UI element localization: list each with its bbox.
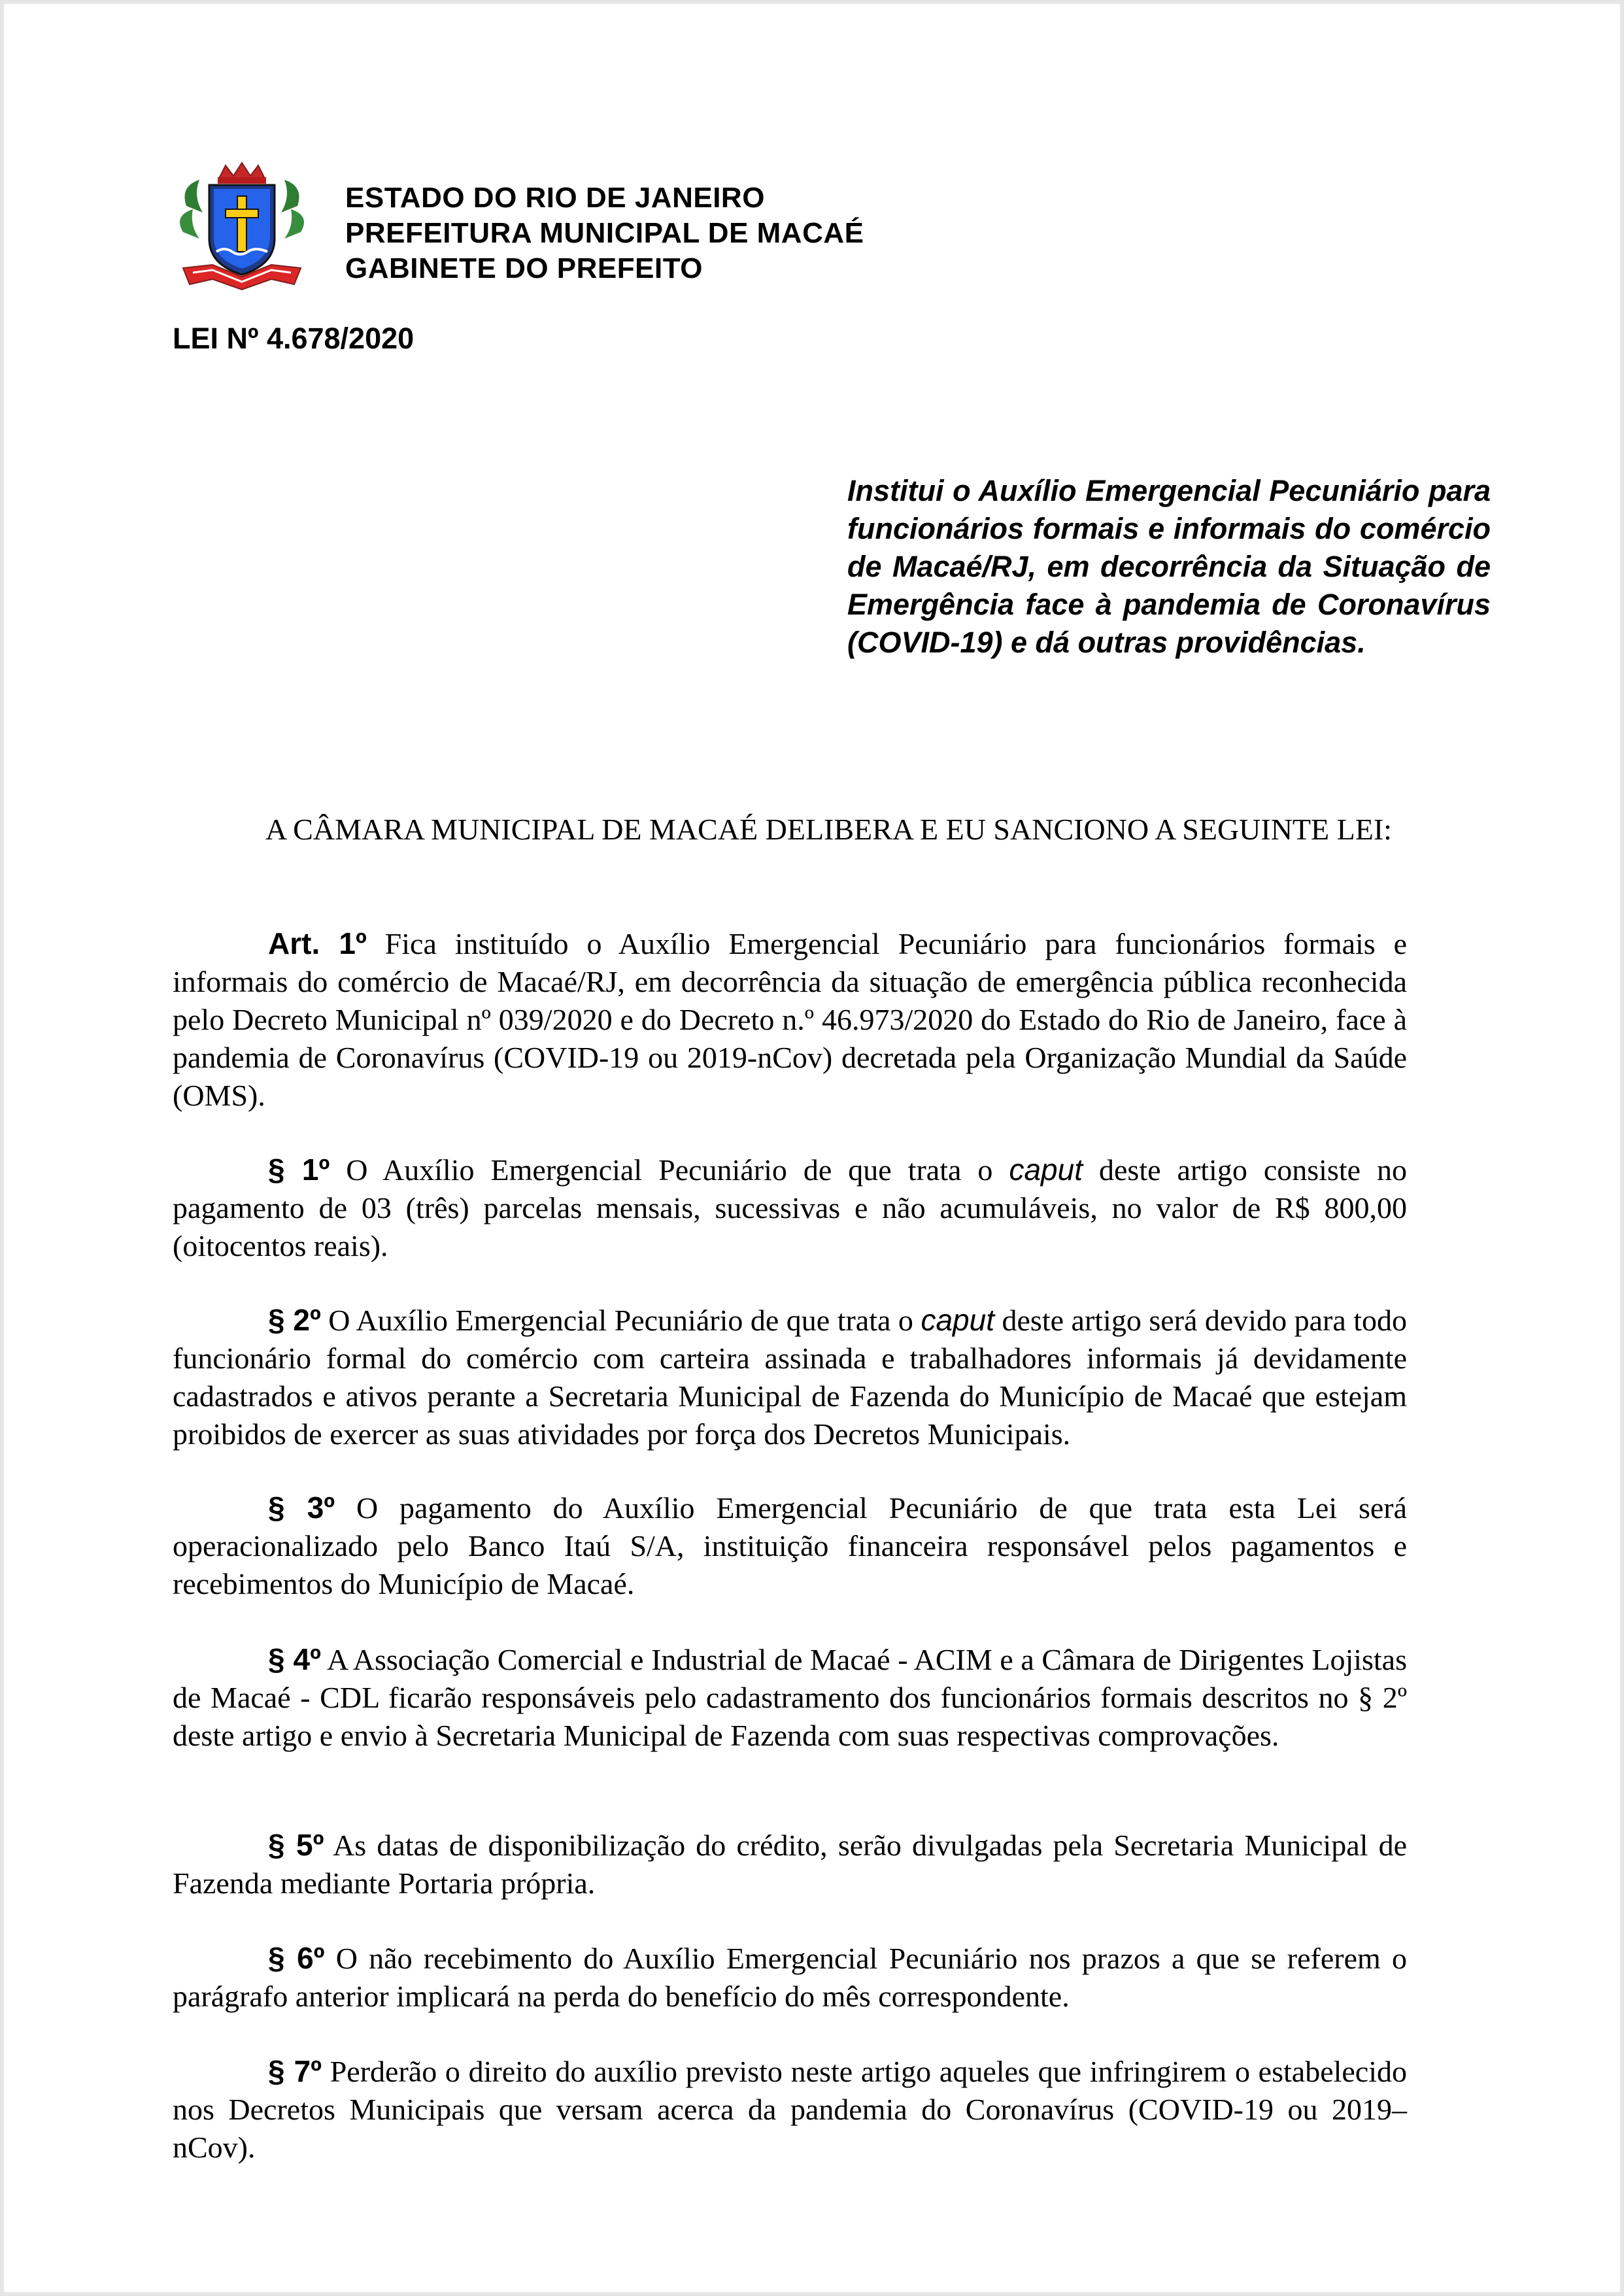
paragraph-7-label: § 7º bbox=[268, 2054, 322, 2088]
paragraph-4 bbox=[173, 1640, 1407, 1755]
paragraph-4-text: A Associação Comercial e Industrial de Macaé - ACIM e a Câmara de Dirigentes Lojistas de Macaé - CDL ficarão responsáveis pelo cadastramento dos funcionários formais descritos no § 2º deste artigo e envio à Secretaria Municipal de Fazenda com suas respectivas comprovações. bbox=[173, 1643, 1407, 1752]
paragraph-4-label: § 4º bbox=[268, 1642, 321, 1676]
paragraph-3-label: § 3º bbox=[268, 1491, 335, 1525]
paragraph-1-text-after: deste artigo consiste no pagamento de 03 (três) parcelas mensais, sucessivas e não acumuláveis, no valor de R$ 800,00 (oitocentos reais). bbox=[173, 1153, 1408, 1262]
paragraph-3-text: O pagamento do Auxílio Emergencial Pecuniário de que trata esta Lei será operacionalizado pelo Banco Itaú S/A, instituição financeira responsável pelos pagamentos e recebimentos do Município de Macaé. bbox=[173, 1491, 1407, 1600]
article-1-text: Fica instituído o Auxílio Emergencial Pecuniário para funcionários formais e informais do comércio de Macaé/RJ, em decorrência da situação de emergência pública reconhecida pelo Decreto Municipal nº 039/2020 e do Decreto n.º 46.973/2020 do Estado do Rio de Janeiro, face à pandemia de Coronavírus (COVID-19 ou 2019-nCov) decretada pela Organização Mundial da Saúde (OMS). bbox=[173, 927, 1407, 1112]
article-1 bbox=[173, 924, 1407, 1115]
paragraph-6-text: O não recebimento do Auxílio Emergencial Pecuniário nos prazos a que se referem o parágrafo anterior implicará na perda do benefício do mês correspondente. bbox=[173, 1942, 1408, 2013]
enacting-clause: A CÂMARA MUNICIPAL DE MACAÉ DELIBERA E EU SANCIONO A SEGUINTE LEI: bbox=[265, 813, 1392, 846]
paragraph-2-label: § 2º bbox=[268, 1303, 321, 1337]
coat-of-arms-icon bbox=[173, 160, 311, 291]
article-1-label: Art. 1º bbox=[268, 926, 367, 960]
header-block bbox=[345, 180, 864, 286]
paragraph-3 bbox=[173, 1489, 1407, 1603]
law-summary: Institui o Auxílio Emergencial Pecuniário para funcionários formais e informais do comércio de Macaé/RJ, em decorrência da Situação de Emergência face à pandemia de Coronavírus (COVID-19) e dá outras providências. bbox=[847, 474, 1491, 659]
paragraph-2-text-before: O Auxílio Emergencial Pecuniário de que trata o bbox=[328, 1304, 913, 1337]
paragraph-5-text: As datas de disponibilização do crédito, serão divulgadas pela Secretaria Municipal de Fazenda mediante Portaria própria. bbox=[173, 1829, 1407, 1900]
paragraph-6-label: § 6º bbox=[268, 1941, 325, 1975]
paragraph-2-text-after: deste artigo será devido para todo funcionário formal do comércio com carteira assinada e trabalhadores informais já devidamente cadastrados e ativos perante a Secretaria Municipal de Fazenda do Município de Macaé que estejam proibidos de exercer as suas atividades por força dos Decretos Municipais. bbox=[173, 1304, 1408, 1451]
paragraph-2 bbox=[173, 1301, 1407, 1453]
paragraph-6 bbox=[173, 1939, 1407, 2016]
paragraph-1-text-before: O Auxílio Emergencial Pecuniário de que trata o bbox=[346, 1153, 993, 1187]
paragraph-7-text: Perderão o direito do auxílio previsto neste artigo aqueles que infringirem o estabelecido nos Decretos Municipais que versam acerca da pandemia do Coronavírus (COVID-19 ou 2019–nCov). bbox=[173, 2055, 1408, 2164]
paragraph-5-label: § 5º bbox=[268, 1828, 324, 1862]
header-state: ESTADO DO RIO DE JANEIRO bbox=[345, 182, 765, 214]
header-office: GABINETE DO PREFEITO bbox=[345, 252, 703, 284]
paragraph-5 bbox=[173, 1826, 1407, 1902]
paragraph-1-label: § 1º bbox=[268, 1153, 330, 1187]
paragraph-2-caput: caput bbox=[921, 1303, 994, 1337]
paragraph-7 bbox=[173, 2052, 1407, 2167]
header-prefecture: PREFEITURA MUNICIPAL DE MACAÉ bbox=[345, 217, 864, 249]
law-number: LEI Nº 4.678/2020 bbox=[173, 322, 414, 355]
paragraph-1-caput: caput bbox=[1009, 1153, 1083, 1187]
paragraph-1 bbox=[173, 1151, 1407, 1265]
